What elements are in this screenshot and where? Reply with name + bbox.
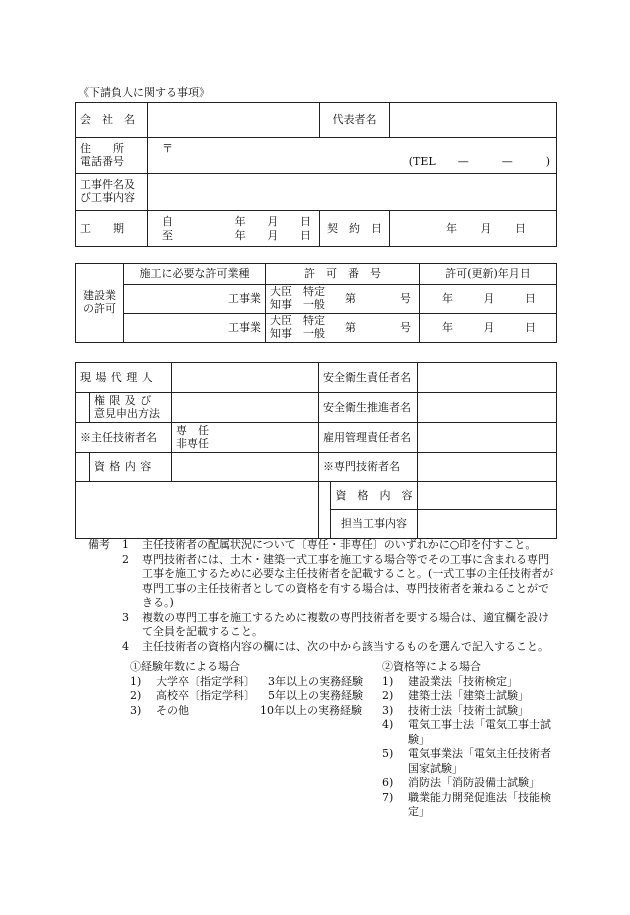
license-year: 年 [442, 292, 453, 306]
company-name-field[interactable] [148, 103, 320, 138]
notes-list [88, 538, 558, 654]
from-year: 年 [234, 214, 246, 228]
experience-item [130, 689, 380, 704]
tokutei-text: 特定 [303, 285, 325, 299]
notes-label: 備考 [88, 538, 110, 551]
special-engineer-field[interactable] [418, 453, 557, 482]
license-type-field[interactable]: 工事業 [124, 285, 266, 314]
license-date-row [442, 292, 536, 306]
note-text: 主任技術者の資格内容の欄には、次の中から該当するものを選んで記入すること。 [142, 639, 549, 653]
experience-list [130, 660, 380, 718]
contract-month: 月 [480, 221, 492, 235]
item-text: 電気事業法「電気主任技術者国家試験」 [408, 747, 551, 775]
note-item [122, 553, 558, 611]
work-name-field[interactable] [148, 174, 557, 211]
personnel-table [75, 362, 557, 539]
authority-label-line1: 権限及び [94, 393, 156, 407]
item-number: 2) [130, 689, 142, 702]
indent-cell [76, 393, 90, 423]
employ-mgr-label: 雇用管理責任者名 [319, 423, 418, 453]
certification-item [382, 718, 560, 747]
item-experience: 3年以上の実務経験 [268, 674, 363, 688]
gou-text: 号 [400, 292, 411, 306]
item-school: その他 [156, 703, 189, 717]
subcontractor-info-table [75, 102, 557, 247]
item-number: 7) [382, 790, 394, 804]
item-number: 3) [382, 703, 394, 717]
safety-prom-field[interactable] [418, 393, 557, 423]
certification-item [382, 675, 560, 690]
license-table [75, 263, 557, 343]
from-label: 自 [162, 214, 173, 228]
phone-label: 電話番号 [80, 154, 124, 168]
qualification-field[interactable] [172, 453, 319, 482]
note-item [122, 640, 558, 655]
authority-label-line2: 意見申出方法 [94, 406, 160, 420]
license-row [76, 314, 557, 343]
chief-engineer-label: ※主任技術者名 [76, 423, 172, 453]
item-number: 5) [382, 747, 394, 760]
work-name-label-line1: 工事件名及 [80, 178, 135, 192]
certification-item [382, 704, 560, 719]
contract-day: 日 [515, 221, 526, 235]
qualification-extra-field[interactable] [76, 482, 319, 539]
safety-resp-label: 安全衛生責任者名 [319, 363, 418, 393]
license-day: 日 [525, 321, 536, 335]
note-item [122, 611, 558, 640]
note-number: 2 [122, 552, 129, 566]
experience-item [130, 704, 380, 719]
certification-item [382, 747, 560, 776]
item-school: 高校卒〔指定学科〕 [156, 689, 255, 702]
qual2-field[interactable] [418, 482, 557, 510]
note-number: 1 [122, 538, 129, 551]
section-heading: 《下請負人に関する事項》 [78, 86, 210, 99]
address-phone-label [76, 138, 148, 174]
item-number: 4) [382, 718, 394, 731]
item-text: 電気工事士法「電気工事士試験」 [408, 718, 551, 746]
contract-date-field[interactable] [390, 211, 557, 247]
item-number: 1) [382, 674, 394, 688]
item-number: 6) [382, 776, 394, 789]
to-day: 日 [299, 228, 311, 242]
indent-cell [319, 482, 331, 539]
period-field[interactable] [148, 211, 320, 247]
item-school: 大学卒〔指定学科〕 [156, 674, 255, 688]
work-name-label [76, 174, 148, 211]
license-number-content [270, 315, 411, 340]
certification-item [382, 776, 560, 791]
safety-prom-label: 安全衛生推進者名 [319, 393, 418, 423]
daijin-text: 大臣 [270, 285, 292, 299]
special-engineer-label: ※専門技術者名 [319, 453, 418, 482]
item-experience: 10年以上の実務経験 [260, 703, 362, 717]
authority-field[interactable] [172, 393, 319, 423]
period-to-row [162, 229, 311, 243]
ippan-text: 一般 [303, 298, 325, 311]
license-number-field[interactable] [266, 314, 420, 343]
qual2-label: 資 格 内 容 [331, 482, 418, 510]
to-month: 月 [267, 228, 279, 242]
hisenin-option[interactable]: 非専任 [176, 436, 209, 450]
header-license-date: 許可(更新)年月日 [420, 264, 557, 285]
license-label-line1: 建設業 [83, 289, 116, 303]
license-year: 年 [442, 321, 453, 335]
license-date-field[interactable] [420, 285, 557, 314]
representative-field[interactable] [390, 103, 557, 138]
item-text: 建築士法「建築士試験」 [408, 689, 529, 702]
postal-mark: 〒 [162, 142, 173, 155]
license-type-field[interactable]: 工事業 [124, 314, 266, 343]
license-day: 日 [525, 292, 536, 306]
contract-year: 年 [446, 221, 457, 235]
from-day: 日 [299, 214, 311, 228]
dai-text: 第 [345, 292, 356, 306]
address-phone-field[interactable] [148, 138, 557, 174]
license-label-line2: の許可 [83, 302, 116, 315]
experience-list-title: ①経験年数による場合 [130, 660, 240, 673]
header-license-type: 施工に必要な許可業種 [124, 264, 266, 285]
senin-option[interactable]: 専 任 [176, 423, 209, 437]
item-experience: 5年以上の実務経験 [268, 689, 363, 702]
contract-date-label: 契 約 日 [320, 211, 390, 247]
item-number: 1) [130, 674, 142, 688]
work-content-label: 担当工事内容 [331, 510, 418, 539]
note-number: 4 [122, 639, 129, 653]
note-item [122, 538, 558, 553]
license-date-row [442, 321, 536, 335]
chiji-text: 知事 [270, 327, 292, 340]
license-authority [270, 315, 325, 340]
certification-list-title: ②資格等による場合 [382, 660, 481, 673]
work-content-field[interactable] [418, 510, 557, 539]
item-text: 職業能力開発促進法「技能検定」 [408, 790, 551, 818]
period-label: 工 期 [76, 211, 148, 247]
gou-text: 号 [400, 321, 411, 335]
tokutei-text: 特定 [303, 314, 325, 328]
license-month: 月 [483, 321, 495, 335]
safety-resp-field[interactable] [418, 363, 557, 393]
item-text: 技術士法「技術士試験」 [408, 703, 529, 717]
address-label: 住 所 [80, 141, 124, 155]
to-year: 年 [234, 228, 246, 242]
work-name-label-line2: び工事内容 [80, 191, 135, 204]
indent-cell [76, 453, 90, 482]
experience-item [130, 675, 380, 690]
contract-date-row [446, 222, 526, 236]
site-agent-label: 現場代理人 [76, 363, 172, 393]
certification-item [382, 791, 560, 820]
certification-item [382, 689, 560, 704]
license-authority [270, 286, 325, 311]
item-text: 消防法「消防設備士試験」 [408, 776, 540, 789]
company-name-label: 会 社 名 [76, 103, 148, 138]
license-month: 月 [483, 292, 495, 306]
daijin-text: 大臣 [270, 314, 292, 328]
header-license-number: 許 可 番 号 [266, 264, 420, 285]
license-number-field[interactable] [266, 285, 420, 314]
authority-label [90, 393, 172, 423]
license-label [76, 264, 124, 343]
note-text: 主任技術者の配属状況について〔専任・非専任〕のいずれかに○印を付すこと。 [142, 538, 537, 551]
representative-label: 代表者名 [320, 103, 390, 138]
note-text: 専門技術者には、土木・建築一式工事を施工する場合等でその工事に含まれる専門工事を施工するために必要な主任技術者を記載すること。(一式工事の主任技術者が専門工事の主任技術者としての資格を有する場合は、専門技術者を兼ねることができる。) [142, 552, 554, 609]
item-number: 2) [382, 689, 394, 702]
chief-engineer-field[interactable] [172, 423, 319, 453]
license-date-field[interactable] [420, 314, 557, 343]
chiji-text: 知事 [270, 298, 292, 311]
note-text: 複数の専門工事を施工するために複数の専門技術者を要する場合は、適宜欄を設けて全員を記載すること。 [142, 610, 549, 638]
ippan-text: 一般 [303, 327, 325, 340]
license-row [76, 285, 557, 314]
notes-items [122, 538, 558, 654]
qualification-label: 資格内容 [90, 453, 172, 482]
note-number: 3 [122, 610, 129, 624]
employ-mgr-field[interactable] [418, 423, 557, 453]
notes-section [88, 538, 558, 654]
site-agent-field[interactable] [172, 363, 319, 393]
item-number: 3) [130, 703, 142, 717]
dai-text: 第 [345, 321, 356, 335]
item-text: 建設業法「技術検定」 [408, 674, 518, 688]
from-month: 月 [267, 214, 279, 228]
certification-list [382, 660, 560, 820]
to-label: 至 [162, 228, 173, 242]
tel-field: (TEL — — ) [408, 155, 550, 169]
license-number-content [270, 286, 411, 311]
period-from-row [162, 215, 311, 229]
